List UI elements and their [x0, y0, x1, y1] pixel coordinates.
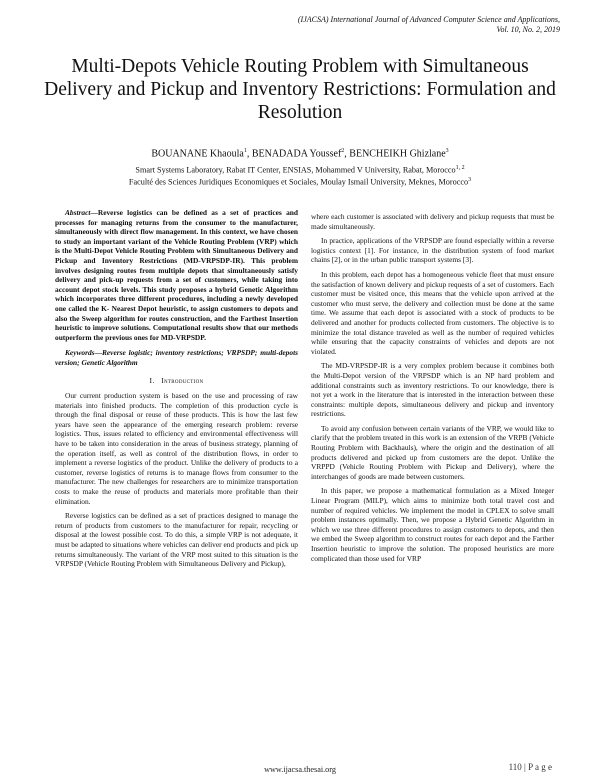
right-paragraph-4: To avoid any confusion between certain variants of the VRP, we would like to clarify that the problem treated in this work is an extension of the VRPB (Vehicle Routing Problem with Backhauls), where the origin and the destination of all products delivered and picked up from customers are the depot. Unlike the VRPPD (Vehicle Routing Problem with Pickup and Delivery), where the interchanges of goods are made between customers.: [311, 423, 554, 481]
author-2-sup: 2: [341, 148, 345, 154]
journal-header: [160, 15, 560, 35]
affiliation-2-sup: 3: [468, 177, 472, 183]
paper-title: Multi-Depots Vehicle Routing Problem with Simultaneous Delivery and Pickup and Inventory Restrictions: Formulation and Resolution: [44, 56, 556, 123]
right-paragraph-2: In this problem, each depot has a homogeneous vehicle fleet that must ensure the satisfaction of known delivery and pickup requests of a set of customers. Each customer must be visited once, this means that the vehicle upon arrived at the customer who must serve, the delivery and collection must be done at the same time. We assume that each depot is associated with a stock of products to be delivered and another for products collected from customers. The objective is to minimize the total distance traveled as well as the number of required vehicles while ensuring that the capacity constraints of vehicles and depots are not violated.: [311, 269, 554, 356]
author-1-sup: 1: [243, 148, 247, 154]
left-column: [55, 208, 298, 574]
page-number: 110 | P a g e: [508, 762, 552, 772]
right-paragraph-1: In practice, applications of the VRPSDP are found especially within a reverse logistics context [1]. For instance, in the distribution system of food market chains [2], or in the urban public transport systems [3].: [311, 236, 554, 265]
affiliation-2: [40, 175, 560, 188]
section-number: I.: [149, 375, 155, 385]
author-1: BOUANANE Khaoula: [151, 148, 244, 160]
journal-header-line1: (IJACSA) International Journal of Advanced Computer Science and Applications,: [297, 15, 560, 24]
right-column: [311, 212, 554, 568]
right-paragraph-5: In this paper, we propose a mathematical formulation as a Mixed Integer Linear Program (MILP), which aims to minimize both total travel cost and number of required vehicles. We implement the model in CPLEX to solve small problem instances optimally. Then, we propose a Hybrid Genetic Algorithm in which we use three different procedures to assign customers to depots, and then we embed the Sweep algorithm to construct routes for each depot and the Farther Insertion heuristic to improve the solution. The proposed heuristics are more complicated than those used for VRP: [311, 486, 554, 563]
author-2: BENADADA Youssef: [251, 148, 342, 160]
intro-paragraph-1: Our current production system is based on the use and processing of raw materials into finished products. The completion of this production cycle is through the final disposal or reuse of these products. This is how the last few years have seen the appearance of the emerging research problem: reverse logistics. Thus, issues related to efficiency and environmental effectiveness will have to be taken into consideration in the areas of business strategy, planning of the operation itself, as well as control of the distribution flows, in order to implement a reverse logistics of the product. Unlike the delivery of products to a customer, reverse logistics of returns is to manage flows from consumer to the manufacturer. The new challenges for researchers are to minimize transportation costs to make the reuse of products and materials more profitable than their elimination.: [55, 391, 298, 506]
journal-header-line2: Vol. 10, No. 2, 2019: [496, 25, 560, 34]
affiliation-1-text: Smart Systems Laboratory, Rabat IT Center, ENSIAS, Mohammed V University, Rabat, Morocco: [135, 165, 456, 175]
right-paragraph-3: The MD-VRPSDP-IR is a very complex problem because it combines both the Multi-Depot version of the VRPSDP which is an NP hard problem and additional constraints such as inventory restrictions. To our knowledge, there is not yet a work in the literature that is interested in the interaction between these constraints: multiple depots, simultaneous delivery and pickup and inventory restrictions.: [311, 361, 554, 419]
intro-paragraph-2: Reverse logistics can be defined as a set of practices designed to manage the return of products from customers to the manufacturer for repair, recycling or disposal at the lowest possible cost. To do this, a simple VRP is not adequate, it must be adapted to situations where vehicles can deliver end products and pick up returns simultaneously. The variant of the VRP most suited to this situation is the VRPSDP (Vehicle Routing Problem with Simultaneous Delivery and Pickup),: [55, 511, 298, 569]
section-heading-introduction: [55, 376, 298, 386]
affiliation-1-sup: 1, 2: [455, 165, 465, 171]
author-3: BENCHEIKH Ghizlane: [349, 148, 446, 160]
affiliation-1: [40, 163, 560, 176]
abstract: [55, 208, 298, 342]
right-paragraph-0: where each customer is associated with delivery and pickup requests that must be made simultaneously.: [311, 212, 554, 231]
footer-url[interactable]: www.ijacsa.thesai.org: [264, 765, 336, 774]
keywords: Keywords—Reverse logistic; inventory restrictions; VRPSDP; multi-depots version; Genetic Algorithm: [55, 348, 298, 367]
abstract-body: —Reverse logistics can be defined as a set of practices and processes for managing returns from the consumer to the manufacturer, simultaneously with direct flow management. In this context, we have chosen to study an important variant of the Vehicle Routing Problem (VRP) which is the Multi-Depot Vehicle Routing Problem with Simultaneous Delivery and Pickup and Inventory Restrictions (MD-VRPSDP-IR). This problem involves designing routes from multiple depots that simultaneously satisfy delivery and pick-up requests from a set of customers, while taking into account depot stock levels. This study proposes a hybrid Genetic Algorithm which incorporates three different procedures, including a newly developed one called the K- Nearest Depot heuristic, to assign customers to depots and also the Sweep algorithm for routes construction, and the Farthest Insertion heuristic to improve solutions. Computational results show that our methods outperform the previous ones for MD-VRPSDP.: [55, 208, 298, 342]
author-3-sup: 3: [445, 148, 449, 154]
abstract-lead: Abstract: [65, 208, 91, 217]
affiliation-2-text: Faculté des Sciences Juridiques Economiques et Sociales, Moulay Ismail University, Meknes, Morocco: [128, 177, 469, 187]
author-list: BOUANANE Khaoula$^1$, BENADADA Youssef$^2$, BENCHEIKH Ghizlane$^3$: [151, 148, 449, 160]
section-title: Introduction: [161, 375, 204, 385]
